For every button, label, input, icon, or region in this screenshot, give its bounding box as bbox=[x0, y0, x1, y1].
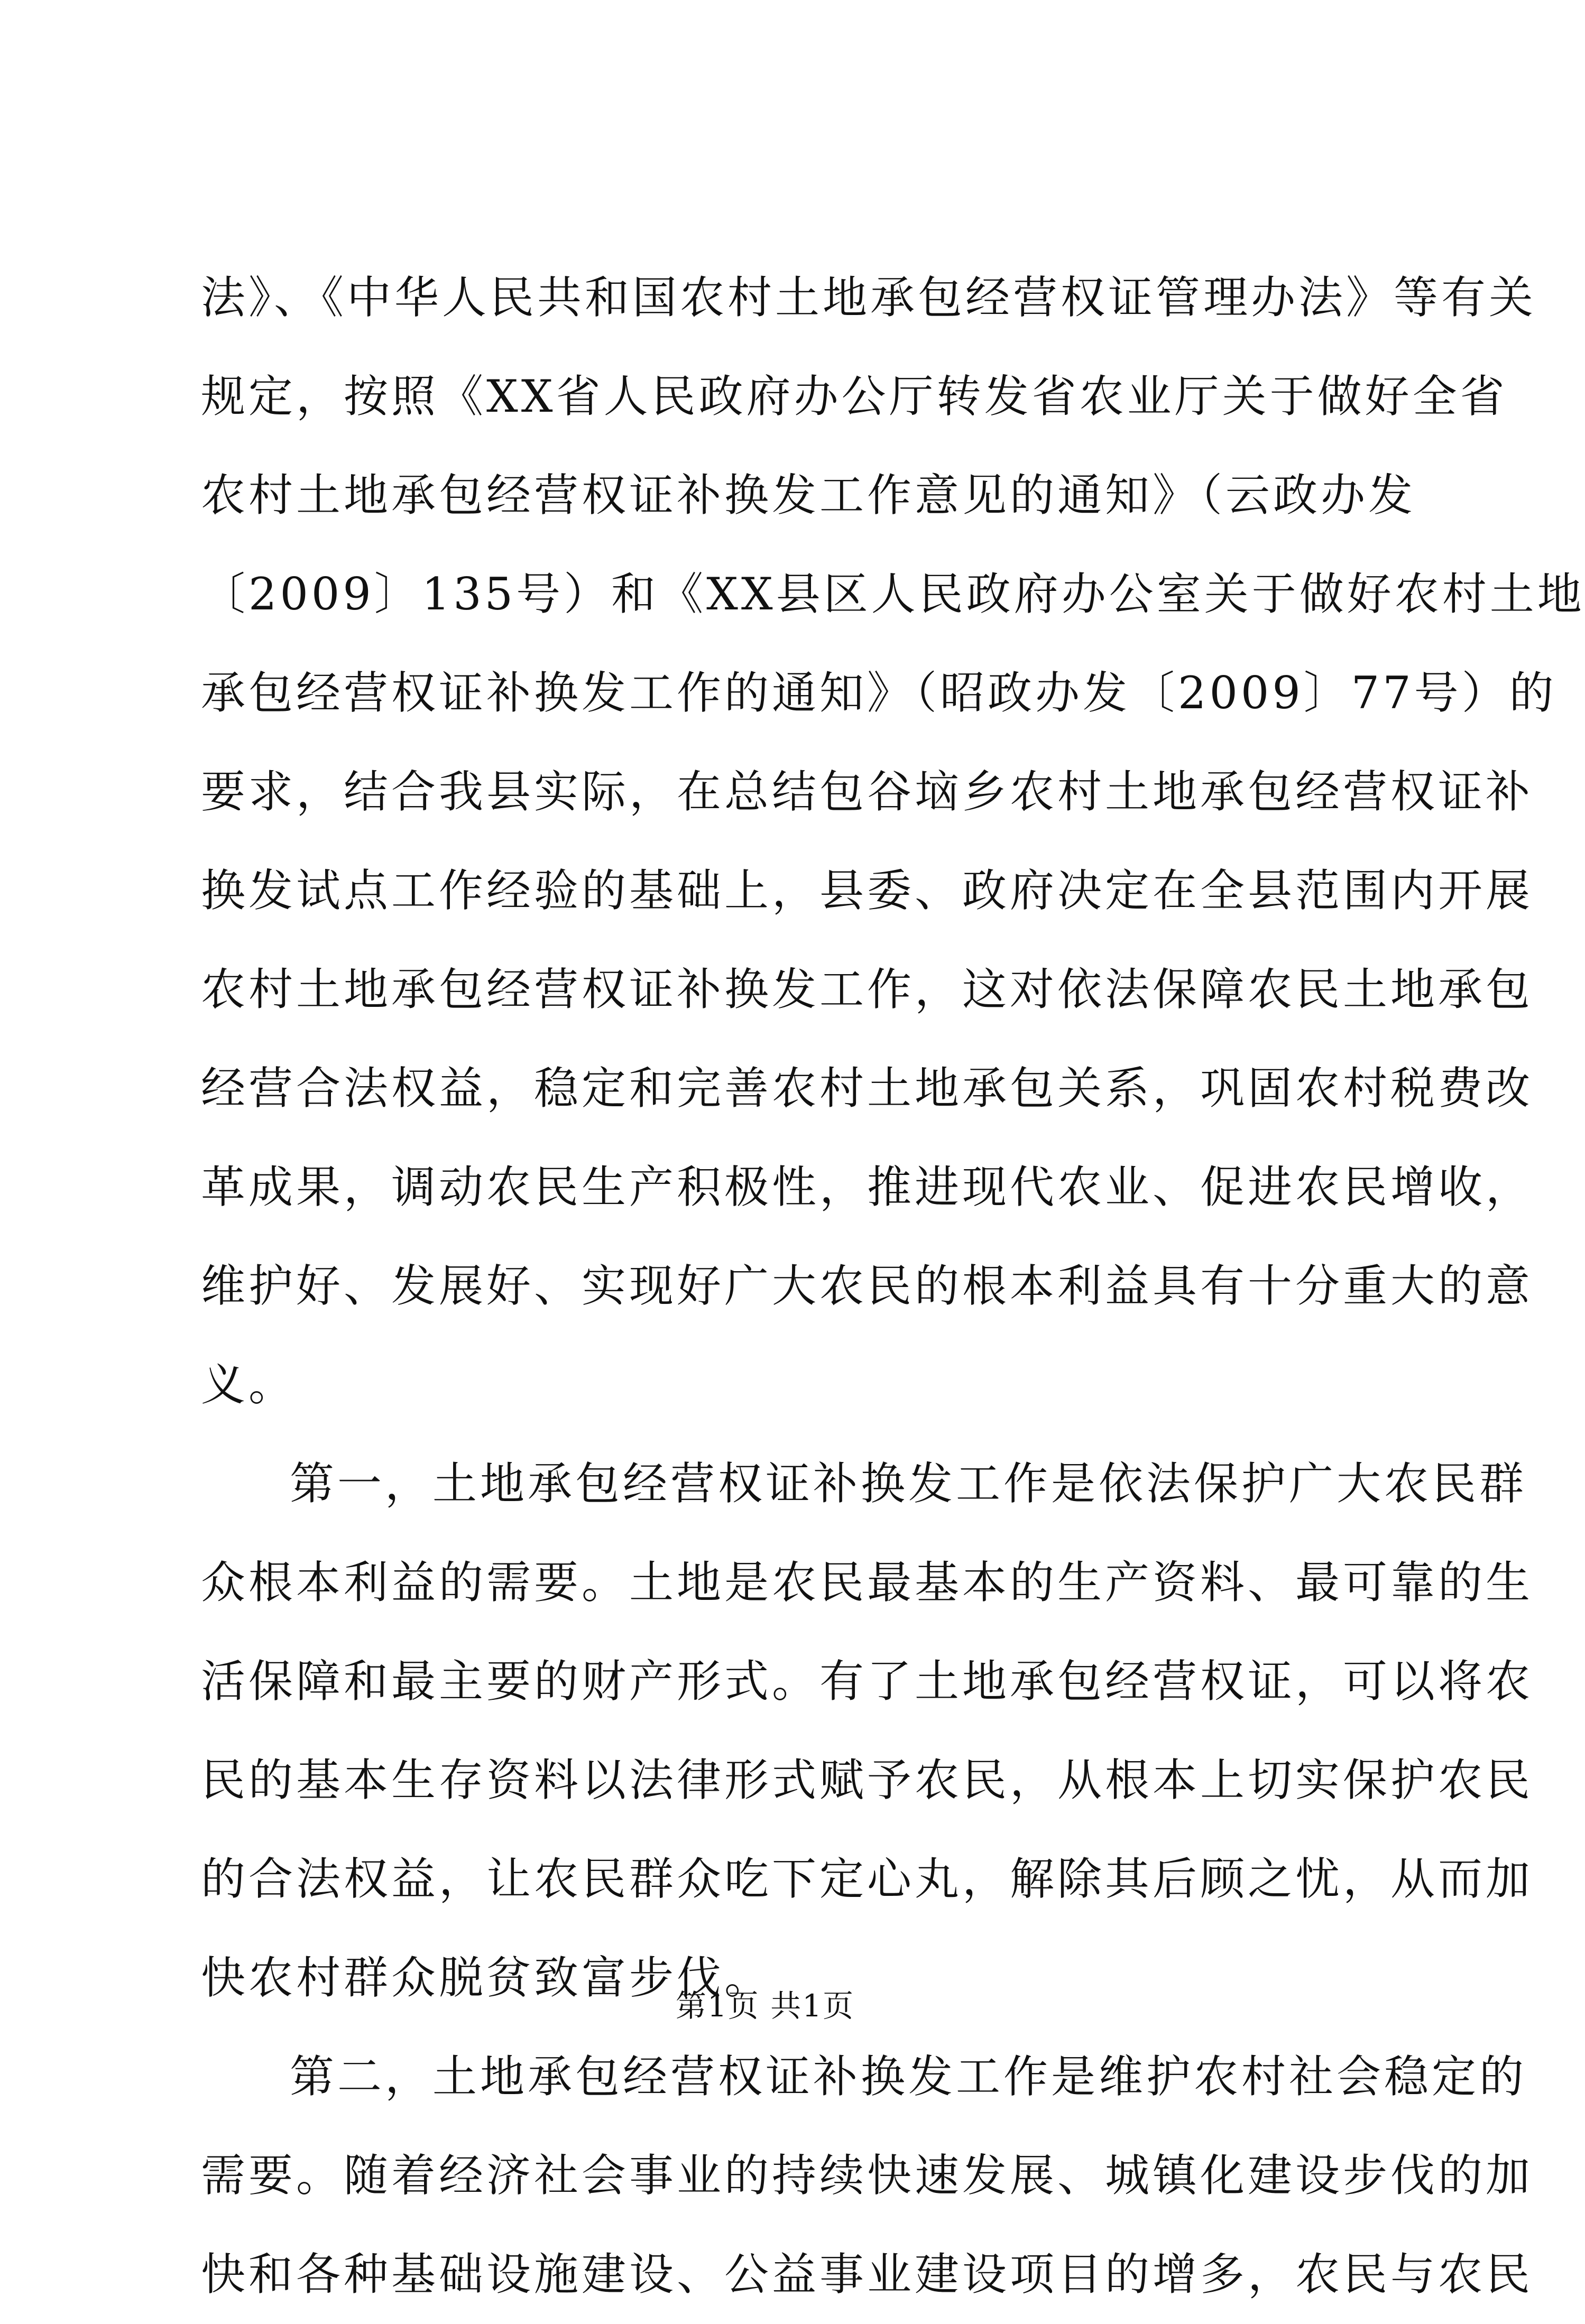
text-line: 的合法权益，让农民群众吃下定心丸，解除其后顾之忧，从而加 bbox=[201, 1853, 1534, 1905]
text-line: 换发试点工作经验的基础上，县委、政府决定在全县范围内开展 bbox=[201, 865, 1534, 916]
text-line: 农村土地承包经营权证补换发工作意见的通知》（云政办发 bbox=[201, 469, 1416, 521]
page-number-label: 第1页 共1页 bbox=[675, 1988, 855, 2024]
text-line: 快农村群众脱贫致富步伐。 bbox=[201, 1952, 772, 2004]
text-line: 需要。随着经济社会事业的持续快速发展、城镇化建设步伐的加 bbox=[201, 2150, 1534, 2201]
text-line: 民的基本生存资料以法律形式赋予农民，从根本上切实保护农民 bbox=[201, 1754, 1534, 1806]
text-line: 快和各种基础设施建设、公益事业建设项目的增多，农民与农民 bbox=[201, 2248, 1534, 2300]
text-line: 〔2009〕135号）和《XX县区人民政府办公室关于做好农村土地 bbox=[201, 568, 1585, 620]
text-line: 农村土地承包经营权证补换发工作，这对依法保障农民土地承包 bbox=[201, 964, 1534, 1015]
text-line: 活保障和最主要的财产形式。有了土地承包经营权证，可以将农 bbox=[201, 1655, 1534, 1707]
text-line: 义。 bbox=[201, 1359, 297, 1411]
paragraph-first-line: 第二，土地承包经营权证补换发工作是维护农村社会稳定的 bbox=[290, 2051, 1527, 2103]
page-footer bbox=[0, 1985, 1530, 2027]
text-line: 承包经营权证补换发工作的通知》（昭政办发〔2009〕77号）的 bbox=[201, 667, 1557, 719]
text-line: 众根本利益的需要。土地是农民最基本的生产资料、最可靠的生 bbox=[201, 1557, 1534, 1608]
text-line: 维护好、发展好、实现好广大农民的根本利益具有十分重大的意 bbox=[201, 1260, 1534, 1312]
text-line: 法》、《中华人民共和国农村土地承包经营权证管理办法》等有关 bbox=[201, 272, 1537, 323]
paragraph-first-line: 第一，土地承包经营权证补换发工作是依法保护广大农民群 bbox=[290, 1458, 1527, 1510]
text-line: 经营合法权益，稳定和完善农村土地承包关系，巩固农村税费改 bbox=[201, 1062, 1534, 1114]
text-line: 规定，按照《XX省人民政府办公厅转发省农业厅关于做好全省 bbox=[201, 371, 1508, 422]
text-line: 革成果，调动农民生产积极性，推进现代农业、促进农民增收， bbox=[201, 1161, 1534, 1213]
text-line: 要求，结合我县实际，在总结包谷垴乡农村土地承包经营权证补 bbox=[201, 766, 1534, 818]
